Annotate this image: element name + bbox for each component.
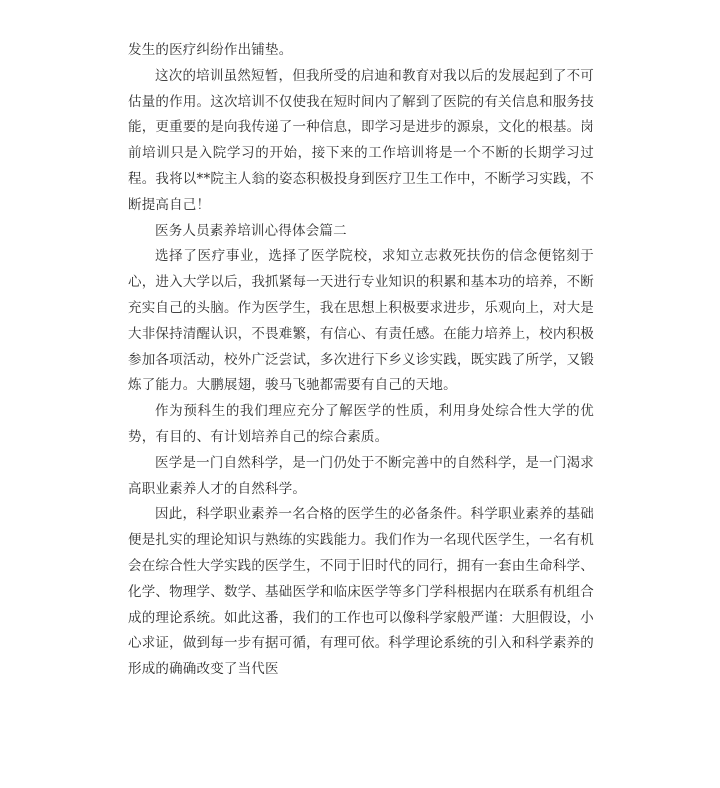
- document-body: [128, 38, 594, 683]
- paragraph-scientific-literacy: 因此，科学职业素养一名合格的医学生的必备条件。科学职业素养的基础便是扎实的理论知识与熟练的实践能力。我们作为一名现代医学生，一名有机会在综合性大学实践的医学生，不同于旧时代的同行，拥有一套由生命科学、化学、物理学、数学、基础医学和临床医学等多门学科根据内在联系有机组合成的理论系统。如此这番，我们的工作也可以像科学家般严谨：大胆假设，小心求证，做到每一步有据可循，有理可依。科学理论系统的引入和科学素养的形成的确确改变了当代医: [128, 506, 594, 678]
- section-title: 医务人员素养培训心得体会篇二: [155, 222, 347, 239]
- paragraph-career-choice: 选择了医疗事业，选择了医学院校，求知立志救死扶伤的信念便铭刻于心，进入大学以后，我抓紧每一天进行专业知识的积累和基本功的培养，不断充实自己的头脑。作为医学生，我在思想上积极要求进步，乐观向上，对大是大非保持清醒认识，不畏难繁，有信心、有责任感。在能力培养上，校内积极参加各项活动，校外广泛尝试，多次进行下乡义诊实践，既实践了所学，又锻炼了能力。大鹏展翅，骏马飞驰都需要有自己的天地。: [128, 248, 594, 394]
- paragraph-continuation: 发生的医疗纠纷作出铺垫。: [128, 42, 293, 58]
- paragraph-preparatory-students: 作为预科生的我们理应充分了解医学的性质，利用身处综合性大学的优势，有目的、有计划培养自己的综合素质。: [128, 403, 594, 445]
- paragraph-training-reflection: 这次的培训虽然短暂，但我所受的启迪和教育对我以后的发展起到了不可估量的作用。这次培训不仅使我在短时间内了解到了医院的有关信息和服务技能，更重要的是向我传递了一种信息，即学习是进步的源泉，文化的根基。岗前培训只是入院学习的开始，接下来的工作培训将是一个不断的长期学习过程。我将以**院主人翁的姿态积极投身到医疗卫生工作中，不断学习实践，不断提高自己！: [128, 67, 594, 213]
- paragraph-medicine-science: 医学是一门自然科学，是一门仍处于不断完善中的自然科学，是一门渴求高职业素养人才的自然科学。: [128, 454, 594, 497]
